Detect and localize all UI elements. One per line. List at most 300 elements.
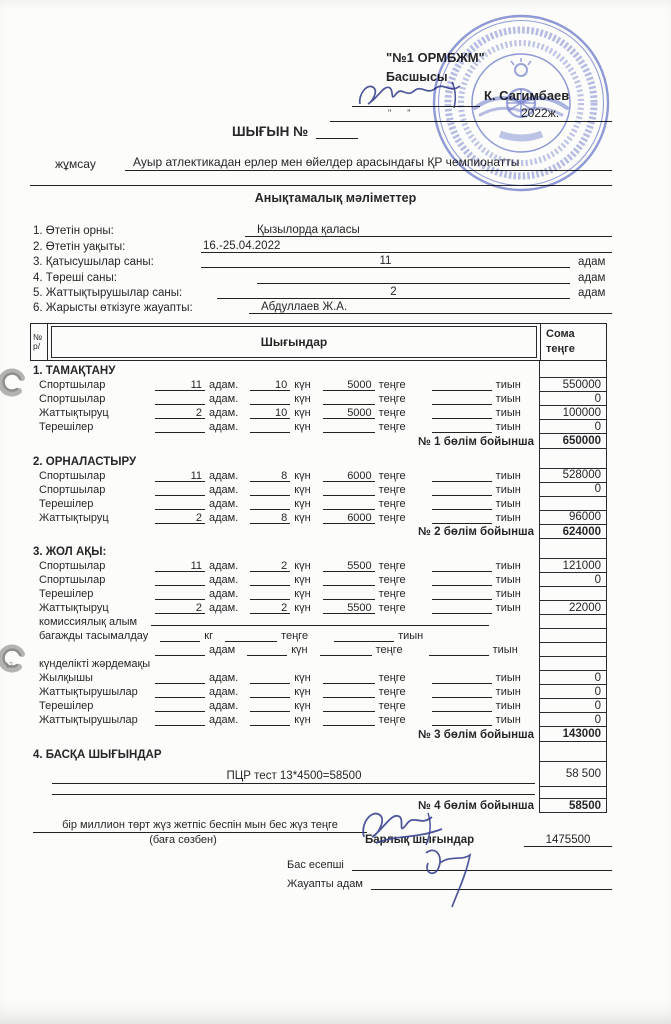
table-row [30, 657, 607, 671]
entry-cell [323, 379, 406, 391]
responsible-label: Жауапты адам [287, 878, 363, 891]
blank-field [323, 686, 375, 698]
entry-cell [247, 644, 307, 656]
blank-field [155, 574, 205, 586]
unit-label: күн [294, 497, 311, 510]
expense-item-label: Терешілер [39, 588, 94, 601]
amount-cell: 96000 [539, 511, 607, 525]
blank-field [432, 700, 492, 712]
amount-cell: 0 [539, 392, 607, 406]
unit-label: тиын [492, 644, 518, 657]
entry-cell [432, 686, 521, 698]
blank-field: 5000 [323, 407, 375, 419]
blank-field [323, 588, 375, 600]
unit-label: теңге [378, 574, 406, 587]
entry-cell [155, 644, 235, 656]
amount-cell: 0 [539, 671, 607, 685]
document-footer [33, 819, 612, 890]
unit-label: теңге [378, 700, 406, 713]
entry-cell [155, 512, 238, 524]
info-value-field [249, 300, 612, 314]
blank-field [432, 470, 492, 482]
purpose-label: жұмсау [55, 157, 96, 171]
unit-label: адам. [209, 393, 239, 406]
amount-cell: 0 [539, 713, 607, 727]
entry-cell [432, 560, 521, 572]
blank-field: 5500 [323, 602, 375, 614]
row-content [30, 483, 539, 497]
expense-item-label: Жаттықтыруц [39, 511, 109, 524]
blank-field [250, 393, 290, 405]
unit-label: күн [294, 560, 311, 573]
unit-label: тиын [495, 700, 521, 713]
row-content [30, 799, 539, 814]
unit-label: күн [294, 511, 311, 524]
entry-cell [250, 421, 310, 433]
blank-field [250, 672, 290, 684]
info-value: Абдуллаев Ж.А. [261, 301, 348, 314]
entry-cell [250, 672, 310, 684]
entry-cell [155, 672, 238, 684]
unit-label: адам. [209, 407, 239, 420]
unit-label: күн [294, 407, 311, 420]
info-label: 1. Өтетін орны: [33, 225, 114, 238]
amount-cell: 58500 [539, 799, 607, 814]
col-sum-bottom: теңге [546, 342, 575, 355]
col-no-top: № [33, 331, 43, 342]
expense-item-label: Жаттықтыруц [39, 602, 109, 615]
blank-field [155, 644, 205, 656]
table-row [30, 762, 607, 787]
row-content [30, 539, 539, 559]
unit-label: адам. [209, 421, 239, 434]
blank-field: 10 [250, 407, 290, 419]
entry-cell [432, 512, 521, 524]
table-row [30, 742, 607, 762]
expense-item-label: Жаттықтырушылар [39, 714, 138, 727]
amount-cell: 121000 [539, 559, 607, 573]
document-title [232, 124, 358, 139]
entry-cell [250, 560, 310, 572]
unit-label: тиын [495, 686, 521, 699]
column-expenses-header: Шығындар [51, 326, 537, 358]
blank-field [432, 686, 492, 698]
entry-cell [155, 421, 238, 433]
unit-label: теңге [378, 497, 406, 510]
unit-label: күн [291, 644, 308, 657]
entry-cell [323, 686, 406, 698]
unit-label: тиын [495, 588, 521, 601]
blank-field [323, 393, 375, 405]
unit-label: күн [294, 602, 311, 615]
table-row [30, 449, 607, 469]
row-content [30, 742, 539, 762]
column-sum-header [540, 324, 606, 360]
section-title: 1. ТАМАҚТАНУ [33, 365, 116, 378]
expense-item-label: Спортшылар [39, 469, 106, 482]
blank-field [160, 630, 200, 642]
row-content [30, 713, 539, 727]
amount-cell: 0 [539, 699, 607, 713]
entry-cell [432, 421, 521, 433]
amount-cell: 550000 [539, 378, 607, 392]
unit-label: күн [294, 393, 311, 406]
amount-in-words: бір миллион төрт жүз жетпіс беспін мын бес жүз теңге [33, 819, 367, 833]
entry-cell [155, 588, 238, 600]
unit-label: адам. [209, 469, 239, 482]
blank-field [250, 714, 290, 726]
expense-item-label: Жылқышы [39, 672, 93, 685]
row-content [30, 573, 539, 587]
expense-item-label: Спортшылар [39, 393, 106, 406]
table-row [30, 699, 607, 713]
entry-cell [323, 484, 406, 496]
table-row [30, 629, 607, 643]
ring-handwritten-note: 12 [4, 661, 15, 670]
expense-table-body [30, 361, 607, 813]
entry-cell [155, 470, 238, 482]
amount-cell [539, 643, 607, 657]
blank-field [432, 602, 492, 614]
purpose-value: Ауыр атлектикадан ерлер мен өйелдер арасындағы ҚР чемпионатты [133, 155, 520, 169]
unit-label: адам. [209, 511, 239, 524]
blank-field: 10 [250, 379, 290, 391]
entry-cell [323, 588, 406, 600]
entry-cell [334, 630, 423, 642]
unit-label: тиын [495, 511, 521, 524]
unit-label: теңге [378, 511, 406, 524]
reference-info-list [33, 222, 612, 314]
blank-field [250, 498, 290, 510]
section-title: 4. БАСҚА ШЫҒЫНДАР [33, 748, 162, 761]
amount-cell [539, 449, 607, 469]
unit-label: тиын [495, 379, 521, 392]
unit-label: күн [294, 574, 311, 587]
entry-cell [155, 393, 238, 405]
amount-cell [539, 787, 607, 799]
expense-table [30, 323, 607, 813]
table-row [30, 469, 607, 483]
blank-field: 11 [155, 470, 205, 482]
entry-cell [155, 574, 238, 586]
blank-field [155, 686, 205, 698]
entry-cell [432, 700, 521, 712]
expense-item-label: Спортшылар [39, 483, 106, 496]
unit-label: теңге [378, 393, 406, 406]
responsible-signature-line [371, 889, 612, 890]
row-content [30, 601, 539, 615]
table-row [30, 497, 607, 511]
entry-cell [432, 672, 521, 684]
info-value-field [201, 239, 612, 253]
purpose-rule [30, 185, 612, 186]
amount-cell [539, 629, 607, 643]
entry-cell [160, 630, 213, 642]
entry-cell [250, 498, 310, 510]
blank-field: 5000 [323, 379, 375, 391]
expense-item-label: Жаттықтыруц [39, 407, 109, 420]
info-row-judges [33, 268, 612, 283]
unit-label: теңге [378, 602, 406, 615]
entry-cell [250, 602, 310, 614]
expense-item-label: Спортшылар [39, 574, 106, 587]
entry-cell [323, 470, 406, 482]
amount-cell: 650000 [539, 434, 607, 449]
row-content [30, 727, 539, 742]
entry-cell [250, 393, 310, 405]
entry-cell [155, 602, 238, 614]
entry-cell [155, 498, 238, 510]
responsible-signature-row [287, 873, 612, 890]
row-content [52, 787, 535, 795]
unit-label: теңге [378, 672, 406, 685]
unit-label: теңге [378, 469, 406, 482]
blank-field: 2 [250, 560, 290, 572]
document-number-blank [316, 126, 358, 139]
column-number-header [31, 324, 48, 360]
entry-cell [225, 630, 308, 642]
blank-field [155, 498, 205, 510]
entry-cell [250, 574, 310, 586]
table-row [30, 787, 607, 799]
unit-label: теңге [378, 560, 406, 573]
unit-label: адам. [209, 574, 239, 587]
unit-label: тиын [495, 560, 521, 573]
entry-cell [432, 484, 521, 496]
expense-item-label: Терешілер [39, 421, 94, 434]
amount-cell [539, 539, 607, 559]
amount-cell [539, 657, 607, 671]
table-row [30, 406, 607, 420]
unit-label: күн [294, 379, 311, 392]
row-content [30, 525, 539, 540]
unit-label: тиын [495, 393, 521, 406]
expense-item-label: Жаттықтырушылар [39, 686, 138, 699]
section-title: 3. ЖОЛ АҚЫ: [33, 546, 107, 559]
entry-cell [432, 602, 521, 614]
reference-section-title: Анықтамалық мәліметтер [254, 191, 417, 205]
blank-field [432, 714, 492, 726]
row-content [30, 361, 539, 378]
unit-label: теңге [378, 714, 406, 727]
table-row [30, 378, 607, 392]
blank-field [155, 393, 205, 405]
entry-cell [323, 700, 406, 712]
unit-label: тиын [495, 483, 521, 496]
entry-cell [323, 421, 406, 433]
entry-cell [250, 407, 310, 419]
blank-field [432, 421, 492, 433]
entry-cell [250, 714, 310, 726]
amount-cell [539, 742, 607, 762]
unit-label: тиын [398, 630, 424, 643]
info-value-field [201, 254, 570, 268]
table-row [30, 525, 607, 540]
blank-field [155, 700, 205, 712]
section-subtotal-label: № 3 бөлім бойынша [418, 728, 534, 741]
table-row [30, 559, 607, 573]
expense-item-label: Спортшылар [39, 560, 106, 573]
unit-label: теңге [281, 630, 309, 643]
expense-item-label: Терешілер [39, 700, 94, 713]
blank-field [432, 407, 492, 419]
unit-label: тиын [495, 421, 521, 434]
table-row [30, 434, 607, 449]
row-content [52, 762, 535, 784]
entry-cell [323, 407, 406, 419]
entry-cell [323, 512, 406, 524]
unit-label: теңге [378, 483, 406, 496]
accountant-label: Бас есепші [287, 859, 344, 872]
blank-field [250, 421, 290, 433]
unit-label: тиын [495, 602, 521, 615]
amount-cell: 0 [539, 420, 607, 434]
unit-label: күн [294, 588, 311, 601]
unit-label: күн [294, 714, 311, 727]
blank-field [429, 644, 489, 656]
info-label: 4. Төреші саны: [33, 271, 117, 284]
table-row [30, 601, 607, 615]
blank-field: 6000 [323, 512, 375, 524]
row-content [30, 559, 539, 573]
blank-field [250, 686, 290, 698]
expense-item-label: күнделікті жәрдемақы [39, 658, 151, 671]
unit-label: адам. [209, 672, 239, 685]
table-row [30, 361, 607, 378]
entry-cell [320, 644, 403, 656]
section-subtotal-label: № 1 бөлім бойынша [418, 435, 534, 448]
section-subtotal-label: № 2 бөлім бойынша [418, 526, 534, 539]
table-row [30, 713, 607, 727]
unit-label: тиын [495, 407, 521, 420]
amount-cell [539, 497, 607, 511]
signature-line [352, 106, 480, 107]
entry-cell [432, 498, 521, 510]
info-row-responsible [33, 299, 612, 314]
unit-label: адам. [209, 483, 239, 496]
blank-field [323, 700, 375, 712]
blank-field: 8 [250, 470, 290, 482]
table-row [30, 643, 607, 657]
expense-item-label: Терешілер [39, 497, 94, 510]
unit-label: тиын [495, 574, 521, 587]
row-content [30, 392, 539, 406]
unit-label: адам. [209, 588, 239, 601]
info-value-field [217, 285, 570, 299]
unit-label: күн [294, 469, 311, 482]
col-no-bottom: р/ [33, 341, 41, 352]
section-subtotal-label: № 4 бөлім бойынша [418, 800, 534, 813]
entry-cell [250, 700, 310, 712]
info-suffix: адам [578, 271, 606, 284]
blank-field [155, 672, 205, 684]
blank-field [155, 484, 205, 496]
document-header [0, 0, 671, 216]
entry-cell [155, 407, 238, 419]
blank-field: 2 [250, 602, 290, 614]
unit-label: адам [209, 644, 236, 657]
info-label: 6. Жарысты өткізуге жауапты: [33, 302, 193, 315]
entry-cell [432, 714, 521, 726]
entry-cell [323, 498, 406, 510]
section-title: 2. ОРНАЛАСТЫРУ [33, 455, 137, 468]
approver-name: К. Сагимбаев [484, 88, 570, 103]
blank-field [247, 644, 287, 656]
blank-field [432, 498, 492, 510]
entry-cell [432, 470, 521, 482]
info-label: 5. Жаттықтырушылар саны: [33, 286, 183, 299]
info-value: Қызылорда қаласы [257, 224, 360, 237]
blank-field [155, 421, 205, 433]
entry-cell [155, 714, 238, 726]
blank-field [250, 484, 290, 496]
row-content [30, 643, 539, 657]
blank-field: 2 [155, 407, 205, 419]
blank-field [432, 560, 492, 572]
date-quote-marks: "" [388, 108, 427, 118]
unit-label: кг [204, 630, 214, 643]
expense-item-label: багажды тасымалдау [39, 630, 149, 643]
row-content [30, 615, 539, 629]
expense-item-label: Спортшылар [39, 379, 106, 392]
entry-cell [155, 686, 238, 698]
unit-label: күн [294, 672, 311, 685]
table-row [30, 511, 607, 525]
row-content [30, 511, 539, 525]
row-content [30, 449, 539, 469]
unit-label: адам. [209, 714, 239, 727]
blank-field: 11 [155, 560, 205, 572]
blank-field [432, 379, 492, 391]
blank-field [432, 672, 492, 684]
blank-field [432, 574, 492, 586]
table-row [30, 420, 607, 434]
info-value: 2 [390, 285, 397, 298]
entry-cell [432, 574, 521, 586]
blank-field [432, 588, 492, 600]
blank-field [432, 512, 492, 524]
words-caption: (баға сөзбен) [149, 834, 217, 847]
unit-label: теңге [378, 407, 406, 420]
info-row-dates [33, 237, 612, 252]
info-row-venue [33, 222, 612, 237]
info-row-participants [33, 253, 612, 268]
blank-field [155, 714, 205, 726]
entry-cell [323, 574, 406, 586]
table-header-row [30, 323, 607, 361]
info-value: 11 [379, 255, 392, 268]
binder-ring-artifact [0, 366, 28, 400]
blank-field [250, 574, 290, 586]
amount-cell: 0 [539, 685, 607, 699]
blank-field [225, 630, 277, 642]
amount-cell: 100000 [539, 406, 607, 420]
entry-cell [250, 512, 310, 524]
unit-label: адам. [209, 686, 239, 699]
entry-cell [155, 560, 238, 572]
col-sum-top: Сома [546, 328, 575, 341]
blank-field [323, 672, 375, 684]
row-content [30, 497, 539, 511]
entry-cell [432, 379, 521, 391]
blank-field [323, 484, 375, 496]
entry-cell [250, 470, 310, 482]
info-label: 3. Қатысушылар саны: [33, 256, 154, 269]
entry-cell [323, 393, 406, 405]
expense-item-label: комиссиялық алым [39, 616, 138, 629]
info-value-field [245, 223, 612, 237]
approval-year: 2022ж. [521, 106, 560, 120]
